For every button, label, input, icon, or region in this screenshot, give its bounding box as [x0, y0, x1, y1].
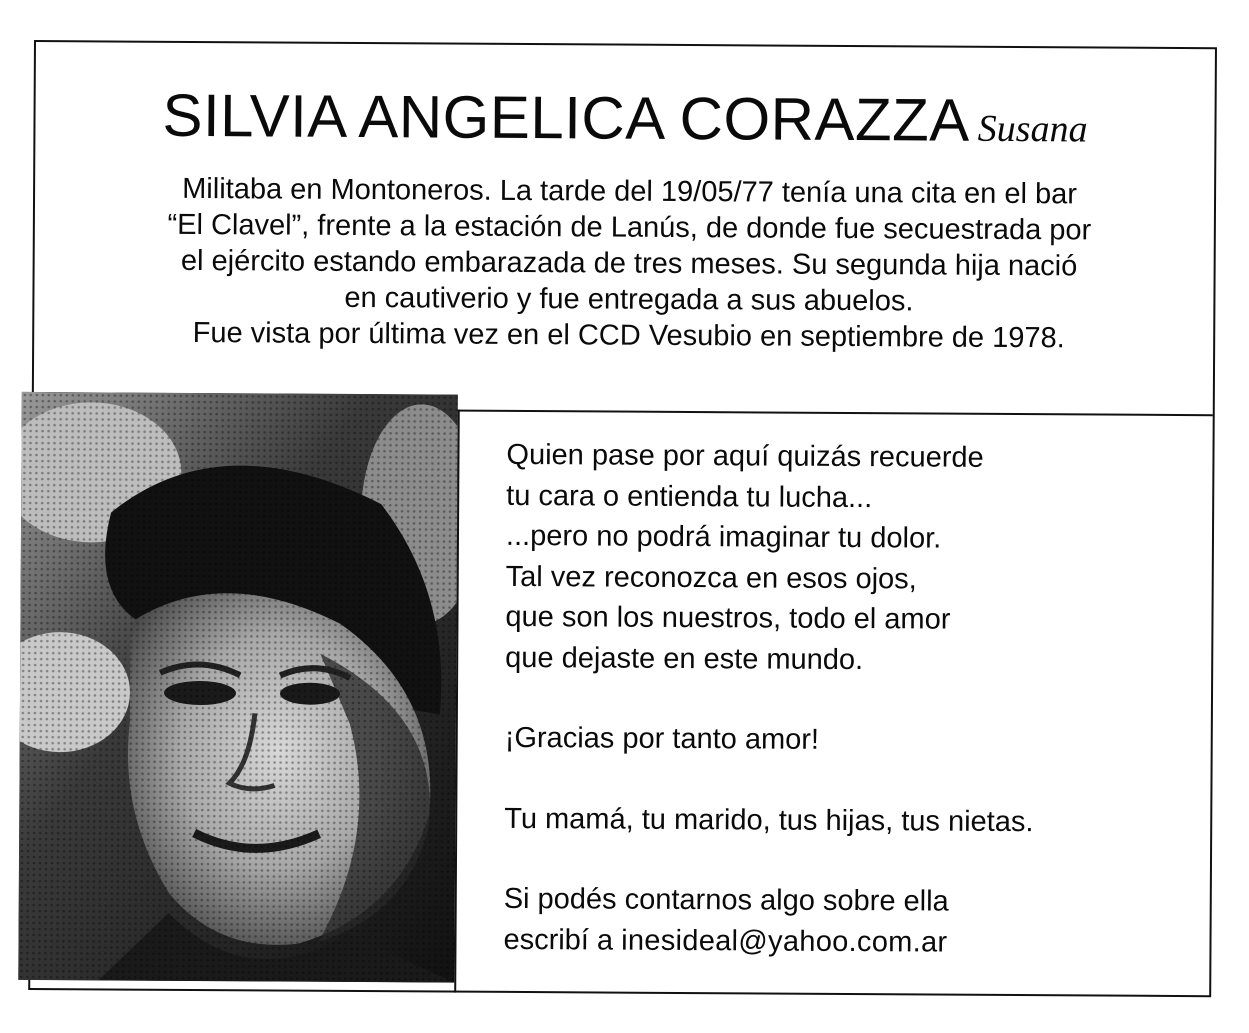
dedication: [503, 435, 1035, 963]
poem-line: que dejaste en este mundo.: [505, 641, 864, 676]
person-alias: Susana: [977, 107, 1088, 151]
spacer: [505, 678, 1034, 721]
portrait-photo: [18, 392, 458, 983]
person-name: SILVIA ANGELICA CORAZZA: [162, 81, 970, 154]
contact-line: Si podés contarnos algo sobre ella: [503, 882, 949, 918]
memorial-notice: [28, 40, 1217, 997]
thanks-line: ¡Gracias por tanto amor!: [504, 721, 820, 756]
poem-line: ...pero no podrá imaginar tu dolor.: [505, 519, 942, 555]
poem-line: Quien pase por aquí quizás recuerde: [506, 438, 984, 474]
poem-line: que son los nuestros, todo el amor: [505, 600, 951, 636]
poem-line: Tal vez reconozca en esos ojos,: [505, 560, 917, 595]
bio-line: el ejército estando embarazada de tres meses. Su segunda hija nació: [180, 244, 1078, 283]
contact-prefix: escribí a: [503, 923, 622, 957]
poem-line: tu cara o entienda tu lucha...: [506, 479, 873, 514]
contact-email-line: [503, 919, 1032, 963]
spacer: [504, 758, 1033, 801]
signature-line: Tu mamá, tu marido, tus hijas, tus nietas.: [504, 802, 1034, 838]
bio-line: en cautiverio y fue entregada a sus abuelos.: [344, 281, 914, 318]
title-line: [35, 80, 1214, 156]
notice-header: [34, 42, 1215, 416]
bio-line: Militaba en Montoneros. La tarde del 19/05/77 tenía una cita en el bar: [182, 172, 1078, 211]
contact-email: inesideal@yahoo.com.ar: [621, 924, 948, 959]
bio-line: Fue vista por última vez en el CCD Vesubio en septiembre de 1978.: [192, 316, 1065, 355]
bio-line: “El Clavel”, frente a la estación de Lanús, de donde fue secuestrada por: [167, 208, 1092, 247]
biography: [64, 170, 1194, 357]
portrait-image: [18, 392, 458, 983]
spacer: [504, 839, 1033, 882]
